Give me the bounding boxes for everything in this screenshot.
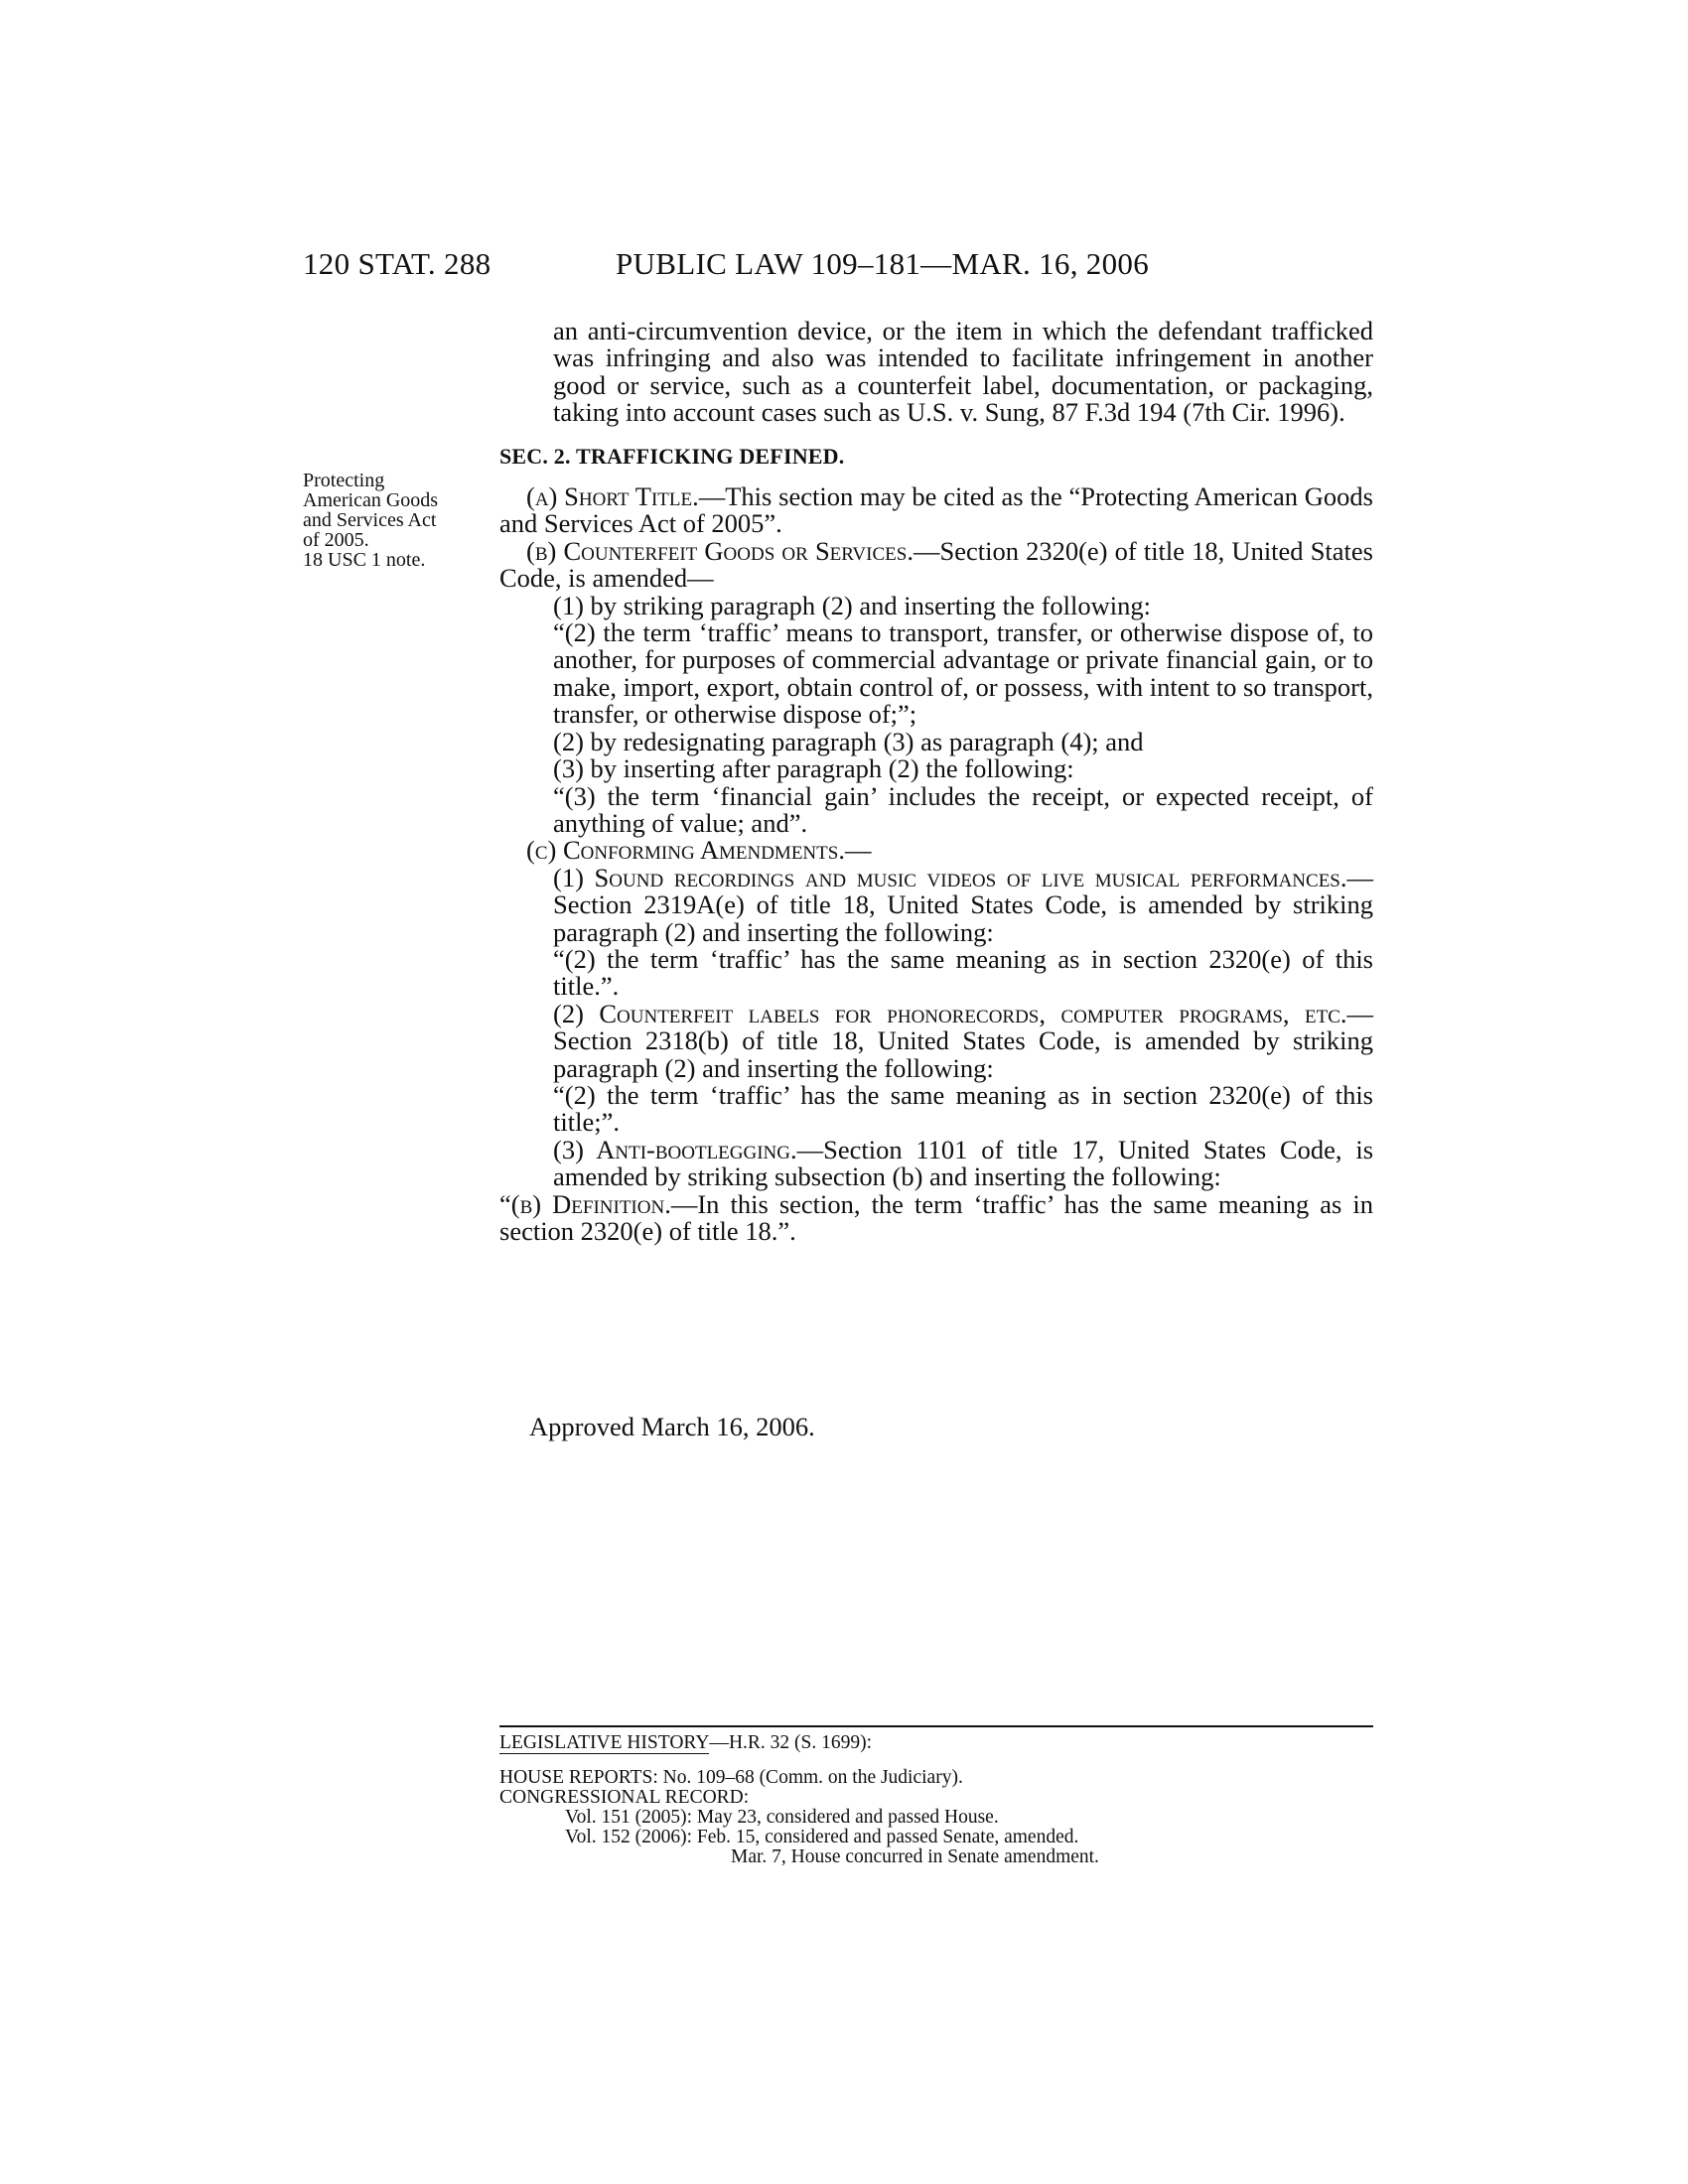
subsection-a-heading: (a) Short Title. <box>526 481 699 512</box>
record-volume-152: Vol. 152 (2006): Feb. 15, considered and passed Senate, amended. <box>565 1827 1079 1847</box>
paragraph-c3 <box>499 1134 1374 1192</box>
paragraph-c1-text: —Section 2319A(e) of title 18, United States Code, is amended by striking paragraph (2) and inserting the following: <box>553 862 1373 947</box>
paragraph-b2: (2) by redesignating paragraph (3) as paragraph (4); and <box>553 726 1144 756</box>
congressional-record-label: CONGRESSIONAL RECORD: <box>499 1787 750 1808</box>
quote-c3-text: —In this section, the term ‘traffic’ has the same meaning as in section 2320(e) of title 18.”. <box>499 1188 1373 1246</box>
legislative-history-bill: —H.R. 32 (S. 1699): <box>709 1732 873 1753</box>
paragraph-c1-heading: (1) Sound recordings and music videos of live musical performances. <box>553 862 1347 892</box>
section-heading: SEC. 2. TRAFFICKING DEFINED. <box>499 443 845 469</box>
subsection-c-dash: — <box>844 835 872 866</box>
approval-line: Approved March 16, 2006. <box>529 1412 815 1441</box>
paragraph-c1 <box>499 862 1373 947</box>
paragraph-c2 <box>499 998 1373 1083</box>
running-title: PUBLIC LAW 109–181—MAR. 16, 2006 <box>616 246 1150 281</box>
margin-note-line: and Services Act <box>303 509 437 531</box>
record-volume-151: Vol. 151 (2005): May 23, considered and passed House. <box>565 1807 999 1828</box>
paragraph-c2-heading: (2) Counterfeit labels for phonorecords, computer programs, etc. <box>553 998 1347 1028</box>
paragraph-b3: (3) by inserting after paragraph (2) the following: <box>553 753 1074 784</box>
quote-c2: “(2) the term ‘traffic’ has the same meaning as in section 2320(e) of this title;”. <box>553 1079 1373 1138</box>
quote-b3: “(3) the term ‘financial gain’ includes the receipt, or expected receipt, of anything of value; and”. <box>553 780 1373 838</box>
margin-note-line: Protecting <box>303 470 385 491</box>
margin-note-line: American Goods <box>303 489 439 511</box>
quote-c3-heading: “(b) Definition. <box>499 1188 671 1219</box>
margin-note <box>303 471 482 570</box>
subsection-b <box>499 535 1373 594</box>
continuation-paragraph: an anti-circumvention device, or the item in which the defendant trafficked was infringing and also was intended to facilitate infringement in another good or service, such as a counterfeit label, documentation, or packaging, taking into account cases such as U.S. v. Sung, 87 F.3d 194 (7th Cir. 1996). <box>553 316 1373 428</box>
quote-c1: “(2) the term ‘traffic’ has the same meaning as in section 2320(e) of this title.”. <box>553 943 1373 1002</box>
footnote-rule <box>499 1725 1373 1727</box>
record-volume-152-continued: Mar. 7, House concurred in Senate amendment. <box>731 1846 1099 1867</box>
paragraph-c2-text: —Section 2318(b) of title 18, United States Code, is amended by striking paragraph (2) and inserting the following: <box>553 998 1373 1083</box>
body-text <box>499 318 1373 1245</box>
legislative-history-title-line <box>499 1733 1373 1754</box>
house-reports: HOUSE REPORTS: No. 109–68 (Comm. on the Judiciary). <box>499 1767 963 1788</box>
margin-note-line: 18 USC 1 note. <box>303 549 426 571</box>
subsection-a-text: —This section may be cited as the “Protecting American Goods and Services Act of 2005”. <box>499 481 1373 539</box>
quote-b1: “(2) the term ‘traffic’ means to transport, transfer, or otherwise dispose of, to another, for purposes of commercial advantage or private financial gain, or to make, import, export, obtain control of, or possess, with intent to so transport, transfer, or otherwise dispose of;”; <box>553 617 1373 730</box>
legislative-history <box>499 1733 1373 1867</box>
subsection-c <box>499 837 1373 864</box>
paragraph-b1: (1) by striking paragraph (2) and inserting the following: <box>553 590 1151 620</box>
subsection-a <box>499 483 1373 538</box>
subsection-c-heading: (c) Conforming Amendments. <box>526 835 845 866</box>
paragraph-c3-heading: (3) Anti-bootlegging. <box>553 1134 797 1164</box>
subsection-b-text: —Section 2320(e) of title 18, United States Code, is amended— <box>499 535 1373 594</box>
page-reference: 120 STAT. 288 <box>303 246 492 281</box>
quote-c3 <box>499 1188 1373 1246</box>
subsection-b-heading: (b) Counterfeit Goods or Services. <box>526 535 914 566</box>
paragraph-c3-text: —Section 1101 of title 17, United States Code, is amended by striking subsection (b) and inserting the following: <box>553 1134 1374 1192</box>
legislative-history-title: LEGISLATIVE HISTORY <box>499 1732 710 1753</box>
margin-note-line: of 2005. <box>303 529 369 551</box>
